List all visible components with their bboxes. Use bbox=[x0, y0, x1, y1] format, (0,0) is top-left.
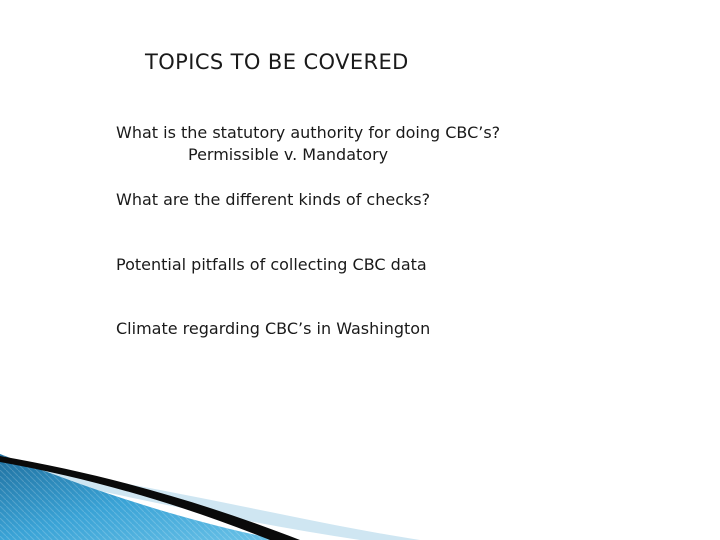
bullet-text: Potential pitfalls of collecting CBC data bbox=[116, 255, 427, 274]
bullet-kinds-of-checks bbox=[116, 189, 430, 211]
bullet-climate-washington bbox=[116, 318, 430, 340]
bullet-potential-pitfalls bbox=[116, 254, 427, 276]
slide-title: TOPICS TO BE COVERED bbox=[145, 50, 409, 74]
bullet-text: Climate regarding CBC’s in Washington bbox=[116, 319, 431, 338]
bullet-statutory-authority bbox=[116, 122, 500, 166]
corner-swoosh-decoration bbox=[0, 440, 720, 540]
bullet-subtext: Permissible v. Mandatory bbox=[188, 145, 389, 164]
bullet-text: What is the statutory authority for doing CBC’s? bbox=[116, 123, 501, 142]
bullet-text: What are the different kinds of checks? bbox=[116, 190, 431, 209]
